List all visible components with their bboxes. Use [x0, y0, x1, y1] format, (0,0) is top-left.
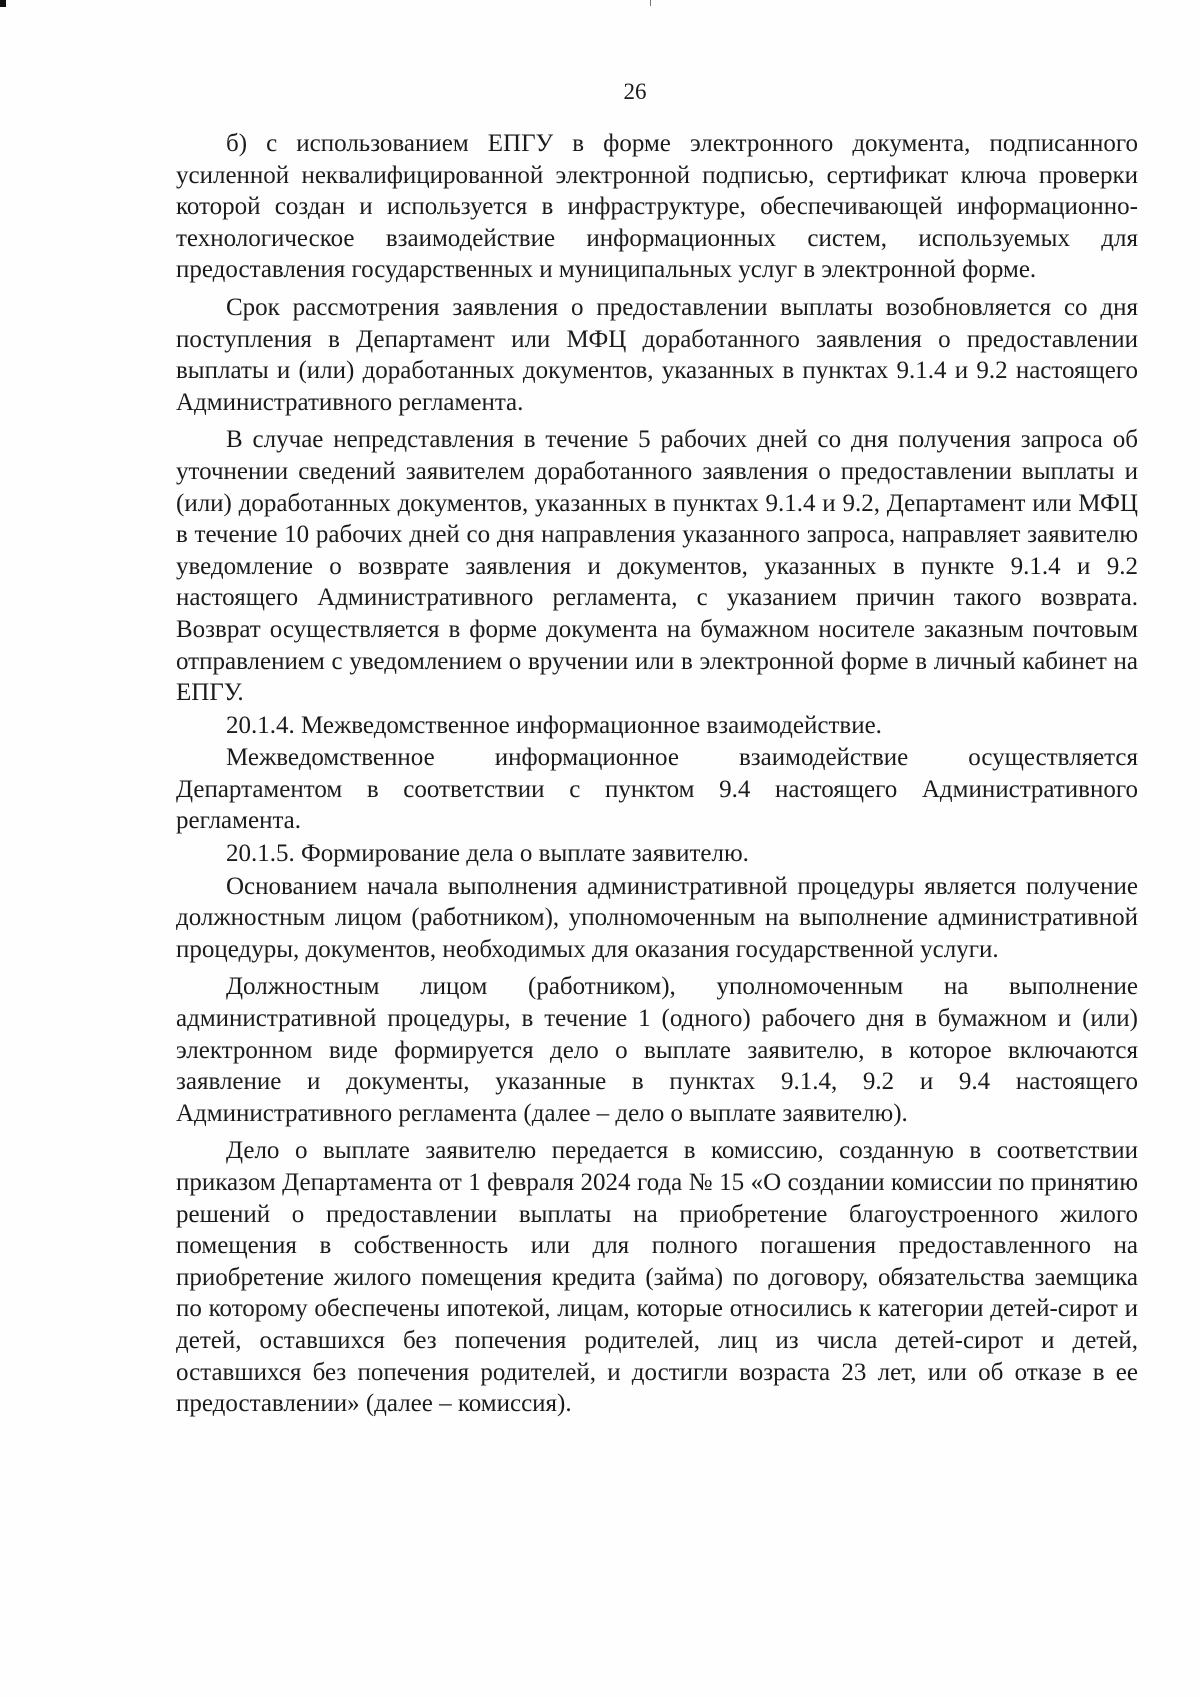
paragraph-epgu-electronic-document: б) с использованием ЕПГУ в форме электронного документа, подписанного усиленной неквалифицированной электронной подписью, сертификат ключа проверки которой создан и используется в инфраструктуре, обеспечивающей информационно-технологическое взаимодействие информационных систем, используемых для предоставления государственных и муниципальных услуг в электронной форме.: [176, 130, 1138, 284]
heading-case-formation: 20.1.5. Формирование дела о выплате заявителю.: [226, 840, 749, 868]
page-number: 26: [623, 79, 647, 104]
heading-interagency-interaction: 20.1.4. Межведомственное информационное взаимодействие.: [226, 711, 882, 739]
paragraph-return-of-application: В случае непредставления в течение 5 рабочих дней со дня получения запроса об уточнении сведений заявителем доработанного заявления о предоставлении выплаты и (или) доработанных документов, указанных в пунктах 9.1.4 и 9.2, Департамент или МФЦ в течение 10 рабочих дней со дня направления указанного запроса, направляет заявителю уведомление о возврате заявления и документов, указанных в пункте 9.1.4 и 9.2 настоящего Административного регламента, с указанием причин такого возврата. Возврат осуществляется в форме документа на бумажном носителе заказным почтовым отправлением с уведомлением о вручении или в электронной форме в личный кабинет на ЕПГУ.: [176, 426, 1138, 707]
paragraph-commission-transfer: Дело о выплате заявителю передается в комиссию, созданную в соответствии приказом Департамента от 1 февраля 2024 года № 15 «О создании комиссии по принятию решений о предоставлении выплаты на приобретение благоустроенного жилого помещения в собственность или для полного погашения предоставленного на приобретение жилого помещения кредита (займа) по договору, обязательства заемщика по которому обеспечены ипотекой, лицам, которые относились к категории детей-сирот и детей, оставшихся без попечения родителей, лиц из числа детей-сирот и детей, оставшихся без попечения родителей, и достигли возраста 23 лет, или об отказе в ее предоставлении» (далее – комиссия).: [176, 1137, 1138, 1418]
paragraph-case-formation: Должностным лицом (работником), уполномоченным на выполнение административной процедуры, в течение 1 (одного) рабочего дня в бумажном и (или) электронном виде формируется дело о выплате заявителю, в которое включаются заявление и документы, указанные в пунктах 9.1.4, 9.2 и 9.4 настоящего Административного регламента (далее – дело о выплате заявителю).: [176, 973, 1138, 1127]
paragraph-interagency-interaction: Межведомственное информационное взаимодействие осуществляется Департаментом в соответствии с пунктом 9.4 настоящего Административного регламента.: [176, 744, 1138, 835]
scan-corner-mark: [0, 0, 6, 7]
document-body: [176, 128, 1138, 1420]
paragraph-procedure-basis: Основанием начала выполнения административной процедуры является получение должностным лицом (работником), уполномоченным на выполнение административной процедуры, документов, необходимых для оказания государственной услуги.: [176, 872, 1138, 963]
paragraph-review-period: Срок рассмотрения заявления о предоставлении выплаты возобновляется со дня поступления в Департамент или МФЦ доработанного заявления о предоставлении выплаты и (или) доработанных документов, указанных в пунктах 9.1.4 и 9.2 настоящего Административного регламента.: [176, 293, 1138, 416]
scan-artifact: [650, 0, 651, 6]
